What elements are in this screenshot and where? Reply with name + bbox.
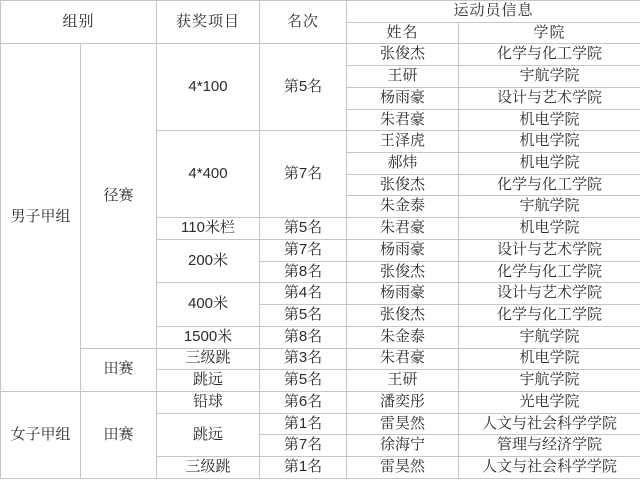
- college-cell: 化学与化工学院: [459, 305, 640, 327]
- rank-cell: 第6名: [260, 391, 347, 413]
- event-cell: 三级跳: [157, 348, 260, 370]
- rank-cell: 第5名: [260, 218, 347, 240]
- event-cell: 4*100: [157, 44, 260, 131]
- rank-cell: 第8名: [260, 261, 347, 283]
- college-cell: 化学与化工学院: [459, 261, 640, 283]
- college-cell: 宇航学院: [459, 196, 640, 218]
- college-cell: 设计与艺术学院: [459, 87, 640, 109]
- athlete-name-cell: 王研: [347, 370, 459, 392]
- header-name: 姓名: [347, 22, 459, 44]
- college-cell: 人文与社会科学学院: [459, 457, 640, 479]
- event-cell: 跳远: [157, 413, 260, 456]
- event-cell: 1500米: [157, 326, 260, 348]
- college-cell: 机电学院: [459, 153, 640, 175]
- rank-cell: 第7名: [260, 435, 347, 457]
- college-cell: 宇航学院: [459, 326, 640, 348]
- rank-cell: 第5名: [260, 44, 347, 131]
- rank-cell: 第3名: [260, 348, 347, 370]
- header-event: 获奖项目: [157, 1, 260, 44]
- event-cell: 铅球: [157, 391, 260, 413]
- rank-cell: 第7名: [260, 239, 347, 261]
- athlete-name-cell: 雷昊然: [347, 457, 459, 479]
- college-cell: 机电学院: [459, 109, 640, 131]
- group-cell: 女子甲组: [1, 391, 81, 478]
- athlete-name-cell: 杨雨豪: [347, 87, 459, 109]
- rank-cell: 第4名: [260, 283, 347, 305]
- college-cell: 光电学院: [459, 391, 640, 413]
- college-cell: 机电学院: [459, 218, 640, 240]
- college-cell: 设计与艺术学院: [459, 239, 640, 261]
- header-rank: 名次: [260, 1, 347, 44]
- event-cell: 200米: [157, 239, 260, 282]
- college-cell: 管理与经济学院: [459, 435, 640, 457]
- event-cell: 跳远: [157, 370, 260, 392]
- college-cell: 人文与社会科学学院: [459, 413, 640, 435]
- table-row: [1, 348, 640, 370]
- rank-cell: 第8名: [260, 326, 347, 348]
- table-row: [1, 391, 640, 413]
- athlete-name-cell: 杨雨豪: [347, 283, 459, 305]
- rank-cell: 第1名: [260, 457, 347, 479]
- athlete-name-cell: 朱君豪: [347, 348, 459, 370]
- header-college: 学院: [459, 22, 640, 44]
- athlete-name-cell: 朱金泰: [347, 196, 459, 218]
- college-cell: 化学与化工学院: [459, 44, 640, 66]
- athlete-name-cell: 郝炜: [347, 153, 459, 175]
- college-cell: 机电学院: [459, 348, 640, 370]
- event-cell: 4*400: [157, 131, 260, 218]
- athlete-name-cell: 杨雨豪: [347, 239, 459, 261]
- athlete-name-cell: 王泽虎: [347, 131, 459, 153]
- category-cell: 径赛: [81, 44, 157, 348]
- athlete-name-cell: 雷昊然: [347, 413, 459, 435]
- athlete-name-cell: 张俊杰: [347, 174, 459, 196]
- athlete-name-cell: 潘奕彤: [347, 391, 459, 413]
- college-cell: 机电学院: [459, 131, 640, 153]
- event-cell: 400米: [157, 283, 260, 326]
- header-row-1: [1, 1, 640, 23]
- rank-cell: 第1名: [260, 413, 347, 435]
- athlete-name-cell: 朱君豪: [347, 109, 459, 131]
- athlete-name-cell: 朱金泰: [347, 326, 459, 348]
- athlete-name-cell: 张俊杰: [347, 44, 459, 66]
- athlete-name-cell: 张俊杰: [347, 261, 459, 283]
- table-row: [1, 44, 640, 66]
- college-cell: 设计与艺术学院: [459, 283, 640, 305]
- rank-cell: 第5名: [260, 370, 347, 392]
- athlete-name-cell: 朱君豪: [347, 218, 459, 240]
- athlete-name-cell: 王研: [347, 66, 459, 88]
- category-cell: 田赛: [81, 348, 157, 391]
- athlete-name-cell: 张俊杰: [347, 305, 459, 327]
- rank-cell: 第7名: [260, 131, 347, 218]
- athlete-name-cell: 徐海宁: [347, 435, 459, 457]
- category-cell: 田赛: [81, 391, 157, 478]
- header-group: 组别: [1, 1, 157, 44]
- college-cell: 宇航学院: [459, 66, 640, 88]
- header-athlete-info: 运动员信息: [347, 1, 640, 23]
- college-cell: 宇航学院: [459, 370, 640, 392]
- college-cell: 化学与化工学院: [459, 174, 640, 196]
- event-cell: 三级跳: [157, 457, 260, 479]
- rank-cell: 第5名: [260, 305, 347, 327]
- group-cell: 男子甲组: [1, 44, 81, 392]
- event-cell: 110米栏: [157, 218, 260, 240]
